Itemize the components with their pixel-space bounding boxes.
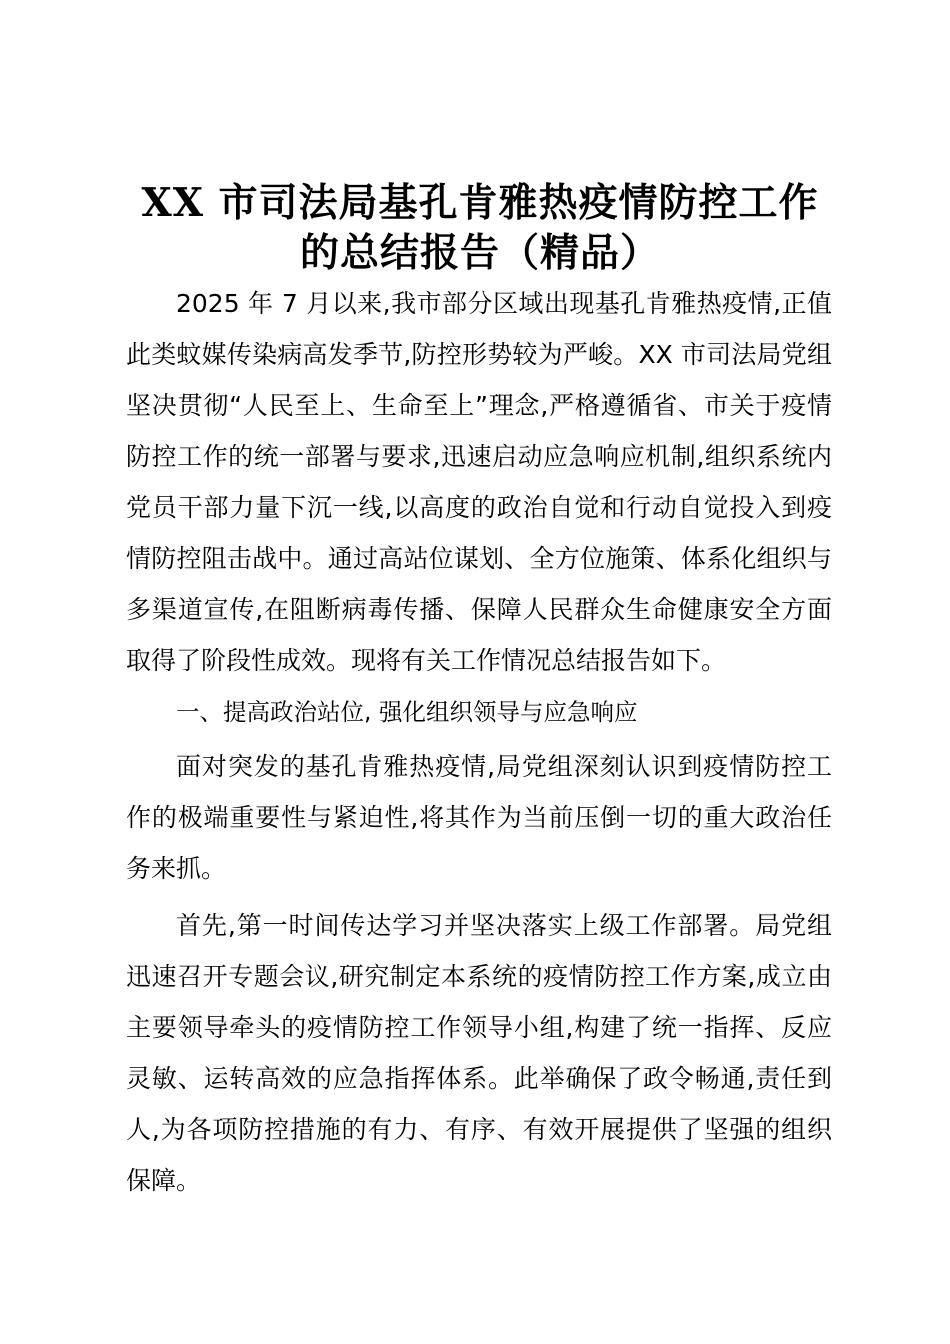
title-line-1: XX 市司法局基孔肯雅热疫情防控工作 bbox=[141, 180, 819, 226]
section-heading: 一、提高政治站位, 强化组织领导与应急响应 bbox=[176, 698, 638, 726]
intro-paragraph: 2025 年 7 月以来,我市部分区域出现基孔肯雅热疫情,正值此类蚊媒传染病高发季节,防控形势较为严峻。XX 市司法局党组坚决贯彻“人民至上、生命至上”理念,严格遵循省、市关于疫情防控工作的统一部署与要求,迅速启动应急响应机制,组织系统内党员干部力量下沉一线,以高度的政治自觉和行动自觉投入到疫情防控阻击战中。通过高站位谋划、全方位施策、体系化组织与多渠道宣传,在阻断病毒传播、保障人民群众生命健康安全方面取得了阶段性成效。现将有关工作情况总结报告如下。 bbox=[126, 289, 832, 675]
body-paragraph: 面对突发的基孔肯雅热疫情,局党组深刻认识到疫情防控工作的极端重要性与紧迫性,将其作为当前压倒一切的重大政治任务来抓。 bbox=[126, 752, 832, 883]
document-title bbox=[100, 178, 860, 278]
document-body bbox=[126, 278, 832, 1206]
body-paragraph: 首先,第一时间传达学习并坚决落实上级工作部署。局党组迅速召开专题会议,研究制定本系统的疫情防控工作方案,成立由主要领导牵头的疫情防控工作领导小组,构建了统一指挥、反应灵敏、运转高效的应急指挥体系。此举确保了政令畅通,责任到人,为各项防控措施的有力、有序、有效开展提供了坚强的组织保障。 bbox=[126, 911, 832, 1195]
title-line-2: 的总结报告（精品） bbox=[299, 230, 660, 276]
